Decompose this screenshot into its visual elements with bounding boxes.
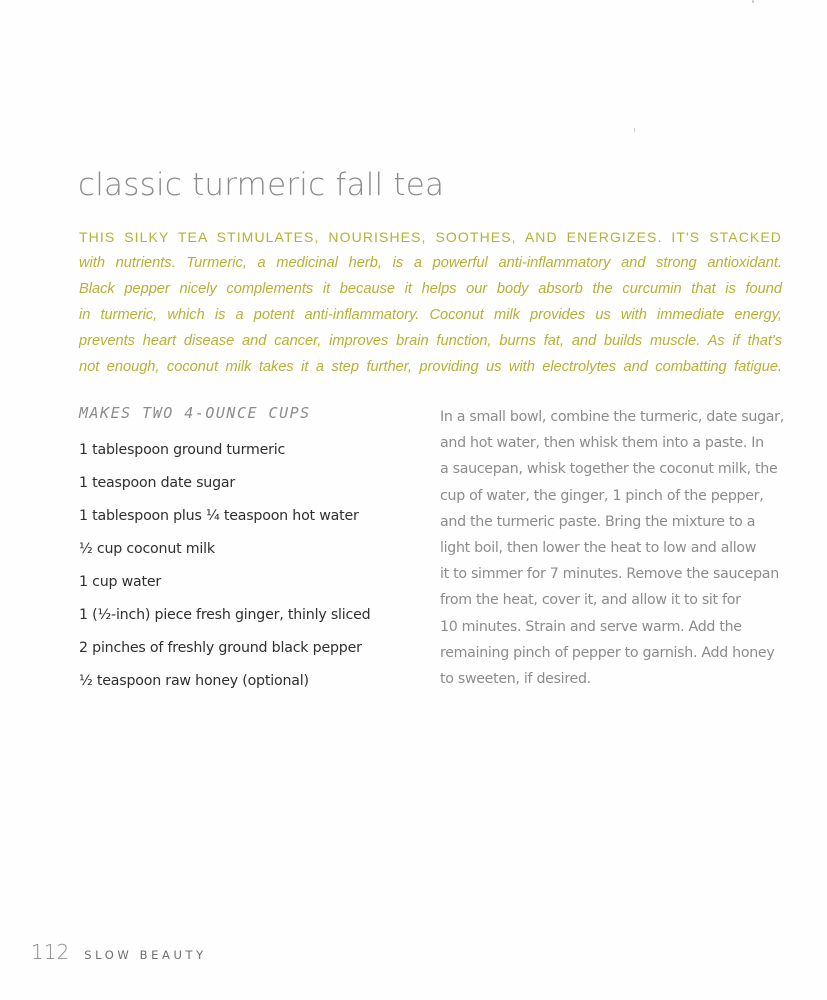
ingredient-item: 1 tablespoon plus ¼ teaspoon hot water: [79, 508, 359, 524]
ingredient-item: 1 teaspoon date sugar: [79, 475, 235, 491]
intro-line: in turmeric, which is a potent anti-inflammatory. Coconut milk provides us with immediate energy,: [79, 307, 782, 323]
ingredient-item: ½ teaspoon raw honey (optional): [79, 673, 309, 689]
recipe-intro: [79, 224, 782, 380]
directions-line: cup of water, the ginger, 1 pinch of the pepper,: [440, 487, 764, 504]
page-footer: [31, 940, 207, 964]
directions-line: light boil, then lower the heat to low and allow: [440, 540, 757, 557]
running-head: SLOW BEAUTY: [84, 948, 207, 962]
print-speck: [752, 0, 754, 3]
intro-line: prevents heart disease and cancer, improves brain function, burns fat, and builds muscle. As if that's: [79, 333, 782, 349]
intro-lead-line: THIS SILKY TEA STIMULATES, NOURISHES, SOOTHES, AND ENERGIZES. IT'S STACKED: [79, 229, 782, 245]
directions-line: to sweeten, if desired.: [440, 671, 591, 688]
ingredient-item: 1 (½-inch) piece fresh ginger, thinly sliced: [79, 607, 371, 623]
directions-line: 10 minutes. Strain and serve warm. Add the: [440, 618, 742, 635]
directions-line: and hot water, then whisk them into a paste. In: [440, 435, 764, 452]
intro-line: with nutrients. Turmeric, a medicinal herb, is a powerful anti-inflammatory and strong antioxidant.: [79, 255, 782, 271]
directions-line: remaining pinch of pepper to garnish. Add honey: [440, 644, 775, 661]
recipe-yield: MAKES TWO 4-OUNCE CUPS: [79, 404, 311, 422]
directions-line: from the heat, cover it, and allow it to sit for: [440, 592, 741, 609]
print-speck: [634, 128, 635, 132]
directions-line: a saucepan, whisk together the coconut milk, the: [440, 461, 778, 478]
ingredient-item: ½ cup coconut milk: [79, 541, 215, 557]
ingredient-list: [79, 436, 370, 700]
directions-line: In a small bowl, combine the turmeric, date sugar,: [440, 409, 784, 425]
ingredient-item: 1 tablespoon ground turmeric: [79, 442, 286, 458]
ingredient-item: 2 pinches of freshly ground black pepper: [79, 640, 362, 656]
page-number: 112: [31, 940, 70, 964]
directions-line: it to simmer for 7 minutes. Remove the saucepan: [440, 566, 779, 583]
intro-line: Black pepper nicely complements it because it helps our body absorb the curcumin that is found: [79, 281, 782, 297]
recipe-title: classic turmeric fall tea: [78, 167, 445, 203]
ingredient-item: 1 cup water: [79, 574, 162, 590]
directions-line: and the turmeric paste. Bring the mixture to a: [440, 513, 756, 530]
intro-line: not enough, coconut milk takes it a step further, providing us with electrolytes and combatting fatigue.: [79, 359, 782, 375]
recipe-directions: [440, 404, 785, 692]
